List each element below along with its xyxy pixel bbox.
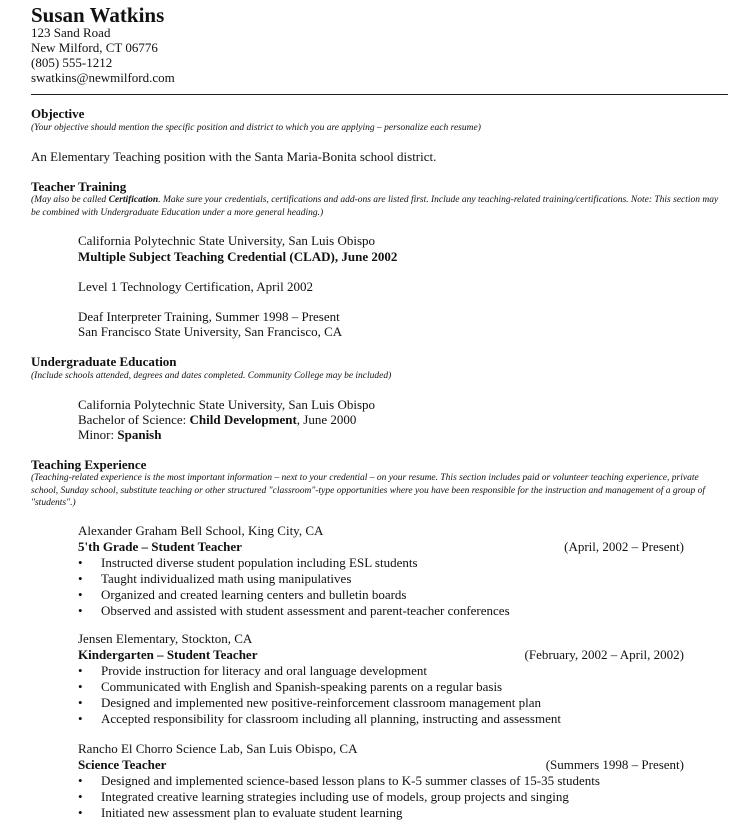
- education-school: California Polytechnic State University, San Luis Obispo: [78, 397, 376, 412]
- job-bullet: [78, 679, 502, 695]
- bullet-icon: •: [78, 555, 83, 570]
- training-note: [31, 194, 726, 219]
- training-sfsu: San Francisco State University, San Francisco, CA: [78, 324, 343, 339]
- note-text: (May also be called: [31, 195, 109, 205]
- bullet-icon: •: [78, 587, 83, 602]
- job-place: Rancho El Chorro Science Lab, San Luis Obispo, CA: [78, 741, 358, 756]
- experience-heading: Teaching Experience: [31, 457, 147, 472]
- job-bullet: [78, 789, 569, 805]
- training-school: California Polytechnic State University, San Luis Obispo: [78, 233, 376, 248]
- bullet-text: Taught individualized math using manipulatives: [101, 571, 352, 586]
- minor-value: Spanish: [117, 427, 162, 442]
- bullet-text: Communicated with English and Spanish-speaking parents on a regular basis: [101, 679, 503, 694]
- address-line-2: New Milford, CT 06776: [31, 40, 158, 55]
- objective-heading: Objective: [31, 106, 85, 121]
- bullet-icon: •: [78, 679, 83, 694]
- training-deaf: Deaf Interpreter Training, Summer 1998 – Present: [78, 309, 340, 324]
- bullet-text: Designed and implemented new positive-reinforcement classroom management plan: [101, 695, 542, 710]
- bullet-text: Instructed diverse student population including ESL students: [101, 555, 418, 570]
- bullet-text: Integrated creative learning strategies including use of models, group projects and singing: [101, 789, 569, 804]
- job-dates: (April, 2002 – Present): [564, 539, 684, 554]
- bullet-icon: •: [78, 789, 83, 804]
- bullet-icon: •: [78, 663, 83, 678]
- bullet-icon: •: [78, 773, 83, 788]
- job-bullet: [78, 805, 402, 821]
- bullet-text: Accepted responsibility for classroom including all planning, instructing and assessment: [101, 711, 561, 726]
- bullet-text: Observed and assisted with student assessment and parent-teacher conferences: [101, 603, 510, 618]
- job-role: Kindergarten – Student Teacher: [78, 647, 258, 662]
- bullet-icon: •: [78, 711, 83, 726]
- objective-text: An Elementary Teaching position with the Santa Maria-Bonita school district.: [31, 149, 437, 164]
- education-minor: [78, 427, 161, 443]
- job-dates: (February, 2002 – April, 2002): [524, 647, 684, 662]
- education-heading: Undergraduate Education: [31, 354, 177, 369]
- training-tech: Level 1 Technology Certification, April 2002: [78, 279, 313, 294]
- training-heading: Teacher Training: [31, 179, 127, 194]
- degree-major: Child Development: [189, 412, 297, 427]
- phone: (805) 555-1212: [31, 55, 113, 70]
- bullet-icon: •: [78, 571, 83, 586]
- candidate-name: Susan Watkins: [31, 3, 165, 27]
- job-bullet: [78, 571, 351, 587]
- job-bullet: [78, 587, 407, 603]
- note-bold: Certification: [108, 195, 159, 205]
- bullet-text: Organized and created learning centers and bulletin boards: [101, 587, 407, 602]
- job-role: 5'th Grade – Student Teacher: [78, 539, 242, 554]
- job-role: Science Teacher: [78, 757, 167, 772]
- job-bullet: [78, 663, 427, 679]
- bullet-text: Provide instruction for literacy and oral language development: [101, 663, 427, 678]
- job-bullet: [78, 695, 541, 711]
- bullet-icon: •: [78, 603, 83, 618]
- job-bullet: [78, 555, 418, 571]
- job-bullet: [78, 711, 561, 727]
- minor-label: Minor:: [78, 427, 118, 442]
- job-place: Jensen Elementary, Stockton, CA: [78, 631, 253, 646]
- degree-label: Bachelor of Science:: [78, 412, 190, 427]
- education-note: (Include schools attended, degrees and dates completed. Community College may be included): [31, 371, 392, 381]
- bullet-text: Designed and implemented science-based lesson plans to K-5 summer classes of 15-35 students: [101, 773, 600, 788]
- bullet-icon: •: [78, 805, 83, 820]
- email: swatkins@newmilford.com: [31, 70, 175, 85]
- job-bullet: [78, 603, 510, 619]
- bullet-text: Initiated new assessment plan to evaluate student learning: [101, 805, 403, 820]
- education-degree: [78, 412, 356, 428]
- bullet-icon: •: [78, 695, 83, 710]
- address-line-1: 123 Sand Road: [31, 25, 111, 40]
- header-divider: [31, 94, 728, 95]
- job-dates: (Summers 1998 – Present): [545, 757, 684, 772]
- training-credential: Multiple Subject Teaching Credential (CLAD), June 2002: [78, 249, 398, 264]
- job-bullet: [78, 773, 600, 789]
- degree-date: , June 2000: [296, 412, 357, 427]
- job-place: Alexander Graham Bell School, King City, CA: [78, 523, 324, 538]
- note-text: . Make sure your credentials, certifications and add-ons are listed first. Include any teaching-related training/certifications. Note: This section may be combined with Undergraduate Education under a more general heading.): [31, 195, 719, 218]
- experience-note: (Teaching-related experience is the most important information – next to your credential – on your resume. This section includes paid or volunteer teaching experience, private school, Sunday school, substitute teaching or other structured "classroom"-type opportunities where you have been responsible for the instruction and management of a group of "students".): [31, 473, 706, 508]
- objective-note: (Your objective should mention the specific position and district to which you are applying – personalize each resume): [31, 123, 481, 133]
